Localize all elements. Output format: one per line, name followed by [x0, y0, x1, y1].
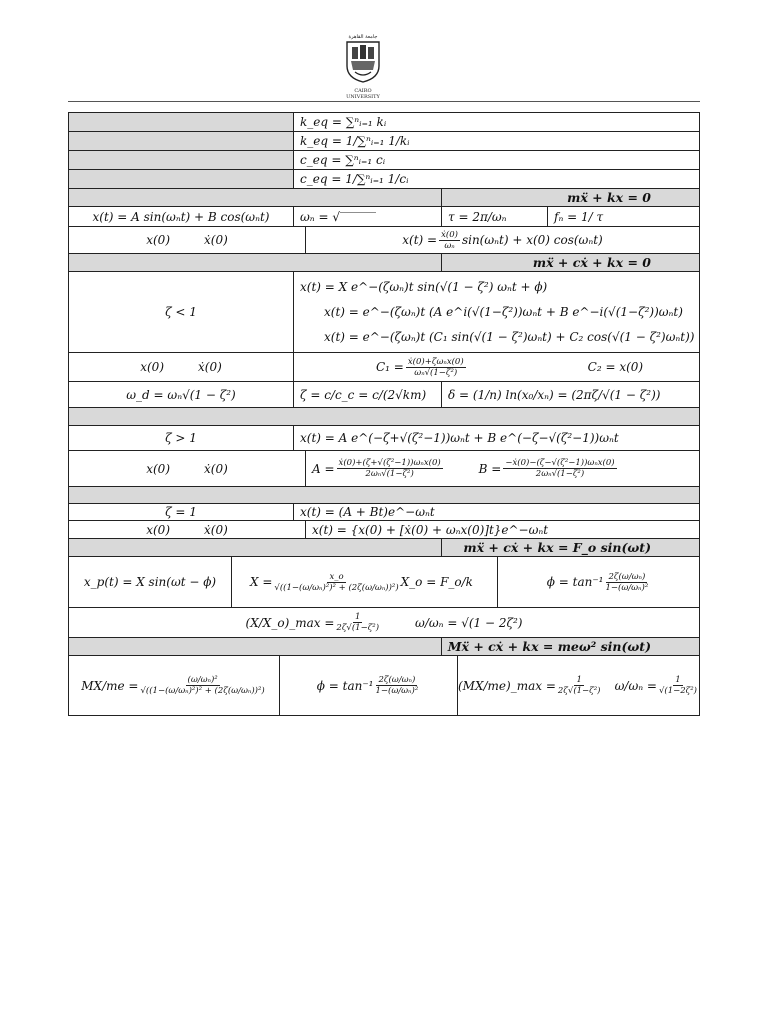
table-row: [68, 271, 700, 352]
logo-caption: CAIRO UNIVERSITY: [346, 88, 380, 100]
ic-xdot0: ẋ(0): [204, 522, 228, 537]
underdamped-solution-2: x(t) = e^−(ζωₙ)t (A e^i(√(1−ζ²))ωₙt + B e^−i(√(1−ζ²))ωₙt): [324, 304, 683, 319]
keq-series-cell: k_eq = ∑ⁿᵢ₌₁ kᵢ: [293, 113, 699, 131]
fraction: [659, 675, 697, 696]
unbalance-equation: Mẍ + cẋ + kx = meω² sin(ωt): [441, 638, 699, 655]
table-row: [68, 206, 700, 226]
university-seal-icon: [343, 40, 383, 84]
static-deflection: X_o = F_o/k: [400, 575, 473, 589]
fraction-numerator: ẋ(0)+(ζ+√(ζ²−1))ωₙx(0): [338, 458, 441, 468]
section-header-row: [68, 253, 700, 271]
blank-label-cell: [69, 189, 441, 206]
fraction-denominator: 2ωₙ√(1−ζ²): [365, 469, 414, 479]
blank-divider-cell: [69, 487, 699, 503]
fraction-denominator: √(1−2ζ²): [658, 686, 697, 696]
overdamped-constants-cell: [305, 451, 699, 486]
blank-label-cell: [69, 132, 293, 150]
fn-cell: fₙ = 1/ τ: [547, 207, 699, 226]
amplitude-lhs: X =: [250, 575, 273, 589]
fraction-numerator: 1: [355, 612, 361, 622]
fraction-denominator: √((1−(ω/ωₙ)²)² + (2ζ(ω/ωₙ))²): [274, 582, 399, 593]
critical-condition: ζ = 1: [165, 505, 197, 519]
omega-n-cell: ωₙ = √‾‾‾‾‾‾: [293, 207, 441, 226]
blank-divider-cell: [69, 408, 699, 425]
fraction-denominator: 2ζ√(1−ζ²): [336, 623, 380, 633]
unbalance-phase-cell: [279, 656, 457, 715]
fraction-numerator: x_o: [329, 571, 344, 582]
ceq-parallel-cell: c_eq = 1/∑ⁿᵢ₌₁ 1/cᵢ: [293, 170, 699, 188]
fraction: [141, 675, 265, 696]
damped-vibration-equation: mẍ + cẋ + kx = 0: [441, 254, 699, 271]
phase-lhs: ϕ = tan⁻¹: [546, 575, 604, 589]
critical-ic-solution: x(t) = {x(0) + [ẋ(0) + ωₙx(0)]t}e^−ωₙt: [305, 521, 699, 538]
ceq-series-cell: c_eq = ∑ⁿᵢ₌₁ cᵢ: [293, 151, 699, 169]
section-header-row: [68, 188, 700, 206]
fraction-denominator: 2ωₙ√(1−ζ²): [535, 469, 585, 479]
log-decrement-cell: δ = (1/n) ln(x₀/xₙ) = (2πζ/√(1 − ζ²)): [441, 382, 699, 407]
forced-vibration-equation: mẍ + cẋ + kx = F_o sin(ωt): [441, 539, 699, 556]
particular-solution-cell: x_p(t) = X sin(ωt − ϕ): [83, 575, 217, 589]
free-ic-rhs: sin(ωₙt) + x(0) cos(ωₙt): [461, 233, 603, 247]
amplitude-cell: [231, 557, 497, 607]
fraction-numerator: 2ζ(ω/ωₙ): [608, 571, 646, 582]
critical-solution: x(t) = (A + Bt)e^−ωₙt: [293, 504, 699, 520]
underdamped-solutions: [293, 272, 699, 352]
phase-cell: [497, 557, 699, 607]
fraction-denominator: ωₙ: [444, 240, 455, 251]
damping-ratio-cell: ζ = c/c_c = c/(2√km): [293, 382, 441, 407]
table-row: [68, 450, 700, 486]
fraction: [558, 675, 601, 696]
fraction: [439, 230, 460, 251]
free-ic-solution-cell: [305, 227, 699, 253]
ic-x0: x(0): [146, 461, 170, 476]
fraction: [336, 612, 379, 633]
section-divider-row: [68, 486, 700, 503]
xmax-lhs: (X/X_o)_max =: [245, 615, 335, 630]
overdamped-condition: ζ > 1: [165, 431, 197, 445]
blank-label-cell: [69, 539, 441, 556]
wr2-lhs: ω/ωₙ =: [614, 678, 657, 693]
c1-lhs: C₁ =: [376, 360, 404, 374]
ic-x0: x(0): [146, 522, 170, 537]
ic-xdot0: ẋ(0): [198, 360, 222, 374]
tau-cell: τ = 2π/ωₙ: [441, 207, 547, 226]
blank-label-cell: [69, 638, 441, 655]
free-vibration-equation: mẍ + kx = 0: [441, 189, 699, 206]
fraction-denominator: 2ζ√(1−ζ²): [557, 686, 601, 696]
fraction: [406, 357, 466, 378]
resonance-frequency-ratio: ω/ωₙ = √(1 − 2ζ²): [415, 615, 523, 630]
fraction-numerator: 1: [675, 675, 681, 685]
table-row: [68, 520, 700, 538]
table-row: [68, 503, 700, 520]
fraction-numerator: ẋ(0)+ζωₙx(0): [407, 356, 464, 367]
underdamped-solution-3: x(t) = e^−(ζωₙ)t (C₁ sin(√(1 − ζ²)ωₙt) + C₂ cos(√(1 − ζ²)ωₙt)): [324, 329, 695, 344]
resonance-cell: [69, 608, 699, 637]
phase-lhs: ϕ = tan⁻¹: [316, 678, 374, 693]
mxmax-lhs: (MX/me)_max =: [458, 678, 556, 693]
unbalance-amplitude-cell: [69, 656, 279, 715]
table-row: [68, 655, 700, 716]
initial-conditions-cell: [69, 451, 305, 486]
fraction-denominator: ωₙ√(1−ζ²): [414, 367, 458, 378]
fraction-denominator: 1−(ω/ωₙ)²: [605, 582, 649, 593]
table-row: [68, 381, 700, 407]
ic-x0: x(0): [146, 233, 170, 247]
fraction: [605, 572, 648, 593]
table-row: [68, 425, 700, 450]
fraction-numerator: (ω/ωₙ)²: [187, 675, 218, 685]
over-a-lhs: A =: [312, 461, 335, 476]
free-solution-cell: x(t) = A sin(ωₙt) + B cos(ωₙt): [92, 209, 270, 224]
university-logo: [337, 34, 389, 100]
underdamped-solution-1: x(t) = X e^−(ζωₙ)t sin(√(1 − ζ²) ωₙt + ϕ): [300, 279, 548, 294]
table-row: [68, 131, 700, 150]
section-divider-row: [68, 407, 700, 425]
header-rule: [68, 101, 700, 102]
fraction: [337, 458, 443, 479]
fraction-denominator: 1−(ω/ωₙ)²: [375, 686, 419, 696]
damped-frequency-cell: ω_d = ωₙ√(1 − ζ²): [126, 387, 236, 402]
unbalance-resonance-cell: [457, 656, 699, 715]
free-ic-lhs: x(t) =: [402, 233, 438, 247]
fraction-numerator: −ẋ(0)−(ζ−√(ζ²−1))ωₙx(0): [505, 458, 615, 468]
underdamped-condition: ζ < 1: [165, 305, 197, 319]
blank-label-cell: [69, 170, 293, 188]
keq-parallel-cell: k_eq = 1/∑ⁿᵢ₌₁ 1/kᵢ: [293, 132, 699, 150]
section-header-row: [68, 637, 700, 655]
table-row: [68, 150, 700, 169]
section-header-row: [68, 538, 700, 556]
initial-conditions-cell: [69, 227, 305, 253]
blank-label-cell: [69, 113, 293, 131]
initial-conditions-cell: [69, 521, 305, 538]
c2-value: C₂ = x(0): [587, 360, 644, 374]
fraction-numerator: 2ζ(ω/ωₙ): [378, 675, 416, 685]
table-row: [68, 556, 700, 607]
fraction: [503, 458, 616, 479]
fraction: [274, 572, 398, 593]
table-row: [68, 112, 700, 131]
fraction-numerator: 1: [576, 675, 582, 685]
fraction: [375, 675, 418, 696]
ic-xdot0: ẋ(0): [204, 461, 228, 476]
fraction-numerator: ẋ(0): [441, 229, 458, 240]
ic-x0: x(0): [140, 360, 164, 374]
overdamped-solution: x(t) = A e^(−ζ+√(ζ²−1))ωₙt + B e^(−ζ−√(ζ²−1))ωₙt: [293, 426, 699, 450]
underdamped-constants-cell: [293, 353, 699, 381]
fraction-denominator: √((1−(ω/ωₙ)²)² + (2ζ(ω/ωₙ))²): [140, 686, 265, 696]
initial-conditions-cell: [69, 353, 293, 381]
over-b-lhs: B =: [478, 461, 502, 476]
table-row: [68, 226, 700, 253]
table-row: [68, 352, 700, 381]
blank-label-cell: [69, 254, 441, 271]
table-row: [68, 607, 700, 637]
blank-label-cell: [69, 151, 293, 169]
formula-sheet: [68, 112, 700, 716]
mx-lhs: MX/me =: [81, 678, 139, 693]
ic-xdot0: ẋ(0): [204, 233, 228, 247]
table-row: [68, 169, 700, 188]
logo-arabic-text: جامعة القاهرة: [348, 34, 378, 40]
